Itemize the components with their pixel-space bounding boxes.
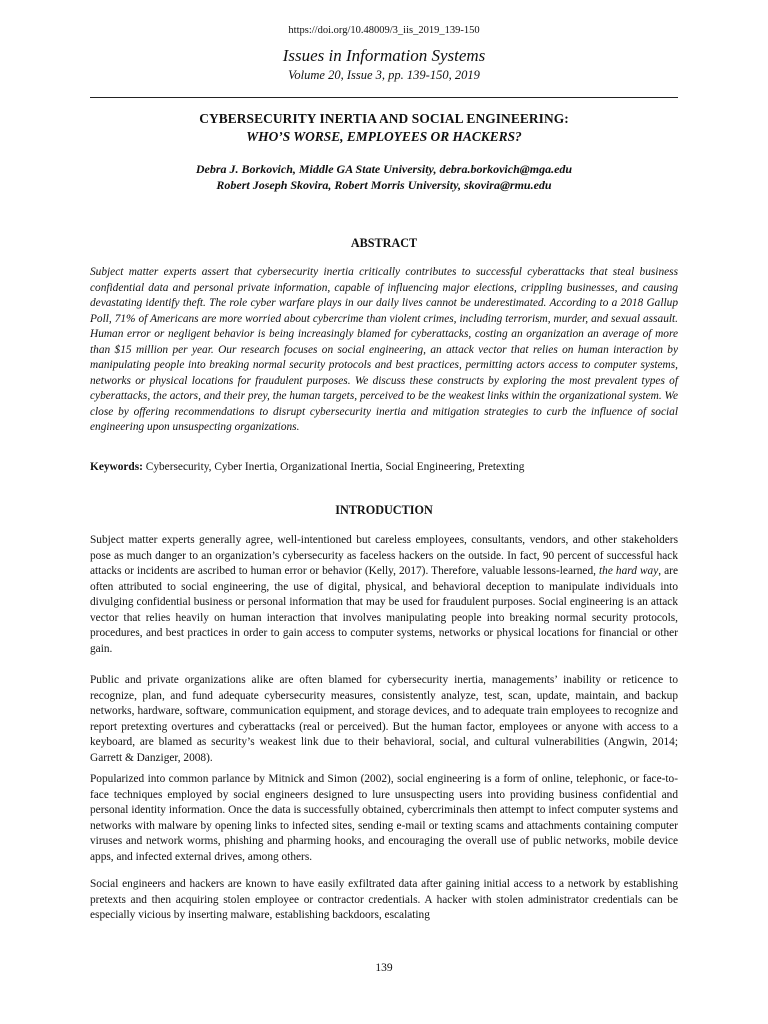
paper-subtitle: WHO’S WORSE, EMPLOYEES OR HACKERS? [246, 129, 522, 144]
intro-paragraph: Popularized into common parlance by Mitnick and Simon (2002), social engineering is a form of online, telephonic, or face-to-face techniques employed by social engineers designed to lure unsuspecting users into providing business confidential and personal identity information. Once the data is successfully obtained, cybercriminals then attempt to infect computer systems and networks with malware by opening links to infected sites, sending e-mail or texting scams and attachments containing computer viruses and network worms, phishing and pharming hooks, and encouraging the overall use of public networks, mobile device apps, and infected external drives, among others. [90, 773, 678, 863]
keywords [90, 460, 678, 476]
introduction-heading: INTRODUCTION [335, 503, 433, 517]
intro-paragraph-text: Subject matter experts generally agree, well-intentioned but careless employees, consultants, vendors, and other stakeholders pose as much danger to an organization’s cybersecurity as faceless hackers on the outside. In fact, 90 percent of successful hack attacks or incidents are ascribed to human error or behavior (Kelly, 2017). Therefore, valuable lessons-learned, [90, 534, 678, 578]
paper-title: CYBERSECURITY INERTIA AND SOCIAL ENGINEERING: [199, 111, 569, 126]
intro-paragraph [90, 533, 678, 657]
abstract-heading: ABSTRACT [350, 236, 418, 250]
doi-link[interactable]: https://doi.org/10.48009/3_iis_2019_139-150 [288, 25, 480, 36]
intro-paragraph: Social engineers and hackers are known to have easily exfiltrated data after gaining initial access to a network by establishing pretexts and then acquiring stolen employee or contractor credentials. A hacker with stolen administrator credentials can be especially vicious by inserting malware, establishing backdoors, escalating [90, 878, 678, 922]
intro-emphasis: the hard way [599, 565, 659, 578]
abstract-text: Subject matter experts assert that cybersecurity inertia critically contributes to successful cyberattacks that steal business confidential data and personal private information, capable of influencing major elections, crippling businesses, and causing devastating identify theft. The role cyber warfare plays in our daily lives cannot be underestimated. According to a 2018 Gallup Poll, 71% of Americans are more worried about cybercrime than violent crimes, including terrorism, murder, and sexual assault. Human error or negligent behavior is being increasingly blamed for cyberattacks, costing an organization an average of more than $15 million per year. Our research focuses on social engineering, an attack vector that relies on human interaction by manipulating people into breaking normal security protocols and best practices, permitting actors access to computer systems, networks or physical locations for fraudulent purposes. We discuss these constructs by exploring the most prevalent types of cyberattacks, the actors, and their prey, the human targets, perceived to be the weakest links within the organizational system. We close by offering recommendations to disrupt cybersecurity inertia and mitigation strategies to curb the influence of social engineering upon unsuspecting organizations. [90, 266, 678, 434]
journal-title: Issues in Information Systems [282, 46, 486, 65]
volume-info: Volume 20, Issue 3, pp. 139-150, 2019 [288, 68, 480, 82]
page-number: 139 [375, 962, 393, 974]
intro-paragraph: Public and private organizations alike are often blamed for cybersecurity inertia, managements’ inability or reticence to recognize, plan, and fund adequate cybersecurity measures, consistently analyze, test, scan, update, maintain, and backup networks, hardware, software, communication equipment, and storage devices, and to adequate train employees to recognize and report pretexting overtures and cyberattacks (real or perceived). But the human factor, employees or anyone with access to a keyboard, are blamed as security’s weakest link due to their behavioral, social, and cultural vulnerabilities (Angwin, 2014; Garrett & Danziger, 2008). [90, 674, 678, 764]
intro-paragraph-text: , are often attributed to social engineering, the use of digital, physical, and behavioral deception to manipulate individuals into divulging confidential business or personal information that may be used for fraudulent purposes. Social engineering is an attack vector that relies heavily on human interaction that involves manipulating people into breaking normal security protocols, procedures, and best practices in order to gain access to computer systems, networks or physical locations for financial or other gain. [90, 565, 678, 655]
author-line: Debra J. Borkovich, Middle GA State University, debra.borkovich@mga.edu [195, 162, 573, 176]
header-divider [90, 97, 678, 98]
keywords-label: Keywords: [90, 461, 143, 473]
author-line: Robert Joseph Skovira, Robert Morris University, skovira@rmu.edu [216, 178, 552, 192]
keywords-text: Cybersecurity, Cyber Inertia, Organizational Inertia, Social Engineering, Pretexting [142, 461, 525, 473]
